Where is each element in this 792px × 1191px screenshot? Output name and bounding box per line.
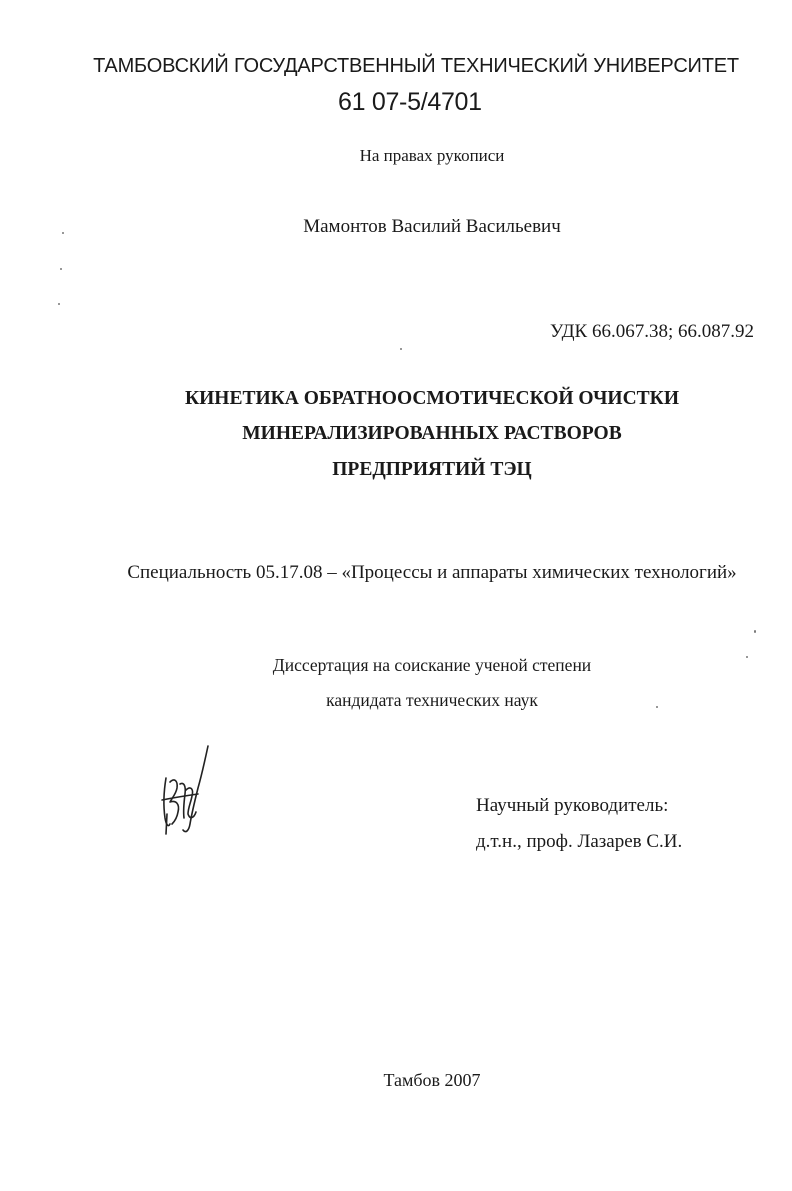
signature-icon <box>150 738 230 848</box>
scan-speck <box>60 268 62 270</box>
manuscript-rights-note: На правах рукописи <box>359 146 505 165</box>
udk-code: УДК 66.067.38; 66.087.92 <box>550 321 754 342</box>
scan-speck <box>62 232 64 234</box>
scan-speck <box>400 348 402 350</box>
title-line: МИНЕРАЛИЗИРОВАННЫХ РАСТВОРОВ <box>242 423 622 444</box>
title-line: КИНЕТИКА ОБРАТНООСМОТИЧЕСКОЙ ОЧИСТКИ <box>185 388 679 409</box>
degree-line: Диссертация на соискание ученой степени <box>272 655 592 675</box>
title-line: ПРЕДПРИЯТИЙ ТЭЦ <box>332 459 532 480</box>
supervisor-name: д.т.н., проф. Лазарев С.И. <box>476 831 683 852</box>
university-name: ТАМБОВСКИЙ ГОСУДАРСТВЕННЫЙ ТЕХНИЧЕСКИЙ УНИВЕРСИТЕТ <box>93 55 739 77</box>
catalog-number: 61 07-5/4701 <box>338 88 482 116</box>
degree-line: кандидата технических наук <box>326 690 538 710</box>
specialty-line: Специальность 05.17.08 – «Процессы и аппараты химических технологий» <box>127 562 737 583</box>
scan-speck <box>754 630 756 633</box>
scan-speck <box>58 303 60 305</box>
scan-speck <box>746 656 748 658</box>
author-name: Мамонтов Василий Васильевич <box>303 216 561 237</box>
place-year: Тамбов 2007 <box>383 1070 481 1090</box>
scan-speck <box>656 706 658 708</box>
supervisor-label: Научный руководитель: <box>476 795 669 816</box>
